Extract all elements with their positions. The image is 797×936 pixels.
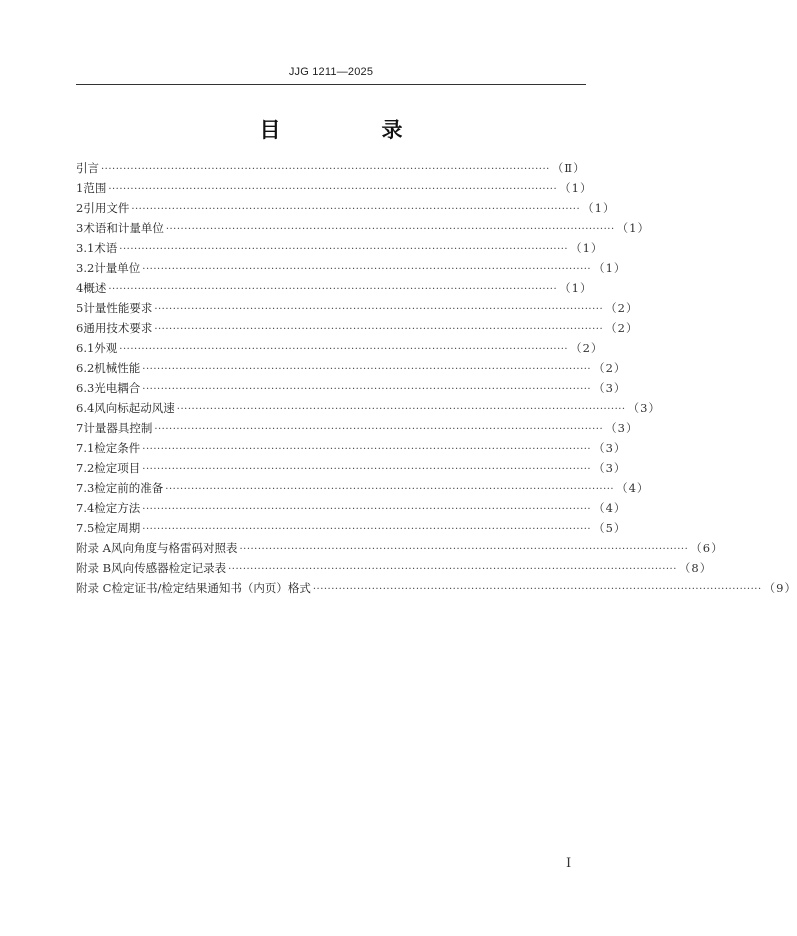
toc-entry-page: （1）: [570, 241, 604, 255]
toc-entry-page: （2）: [605, 321, 639, 335]
toc-entry-page: （2）: [593, 361, 627, 375]
toc-entry-7[interactable]: [76, 420, 639, 440]
toc-entry-title: 引用文件: [83, 201, 130, 215]
toc-leader-dots: ··························································································································: [154, 424, 604, 435]
toc-entry-page: （Ⅱ）: [551, 161, 586, 175]
toc-entry-2[interactable]: [76, 200, 616, 220]
toc-entry-title: 风向角度与格雷码对照表: [110, 541, 238, 555]
toc-leader-dots: ··························································································································: [119, 344, 569, 355]
toc-leader-dots: ··························································································································: [108, 284, 558, 295]
toc-entry-3-2[interactable]: [76, 260, 627, 280]
toc-leader-dots: ··························································································································: [101, 164, 550, 175]
toc-entry-title: 外观: [94, 341, 118, 355]
toc-entry-title: 检定证书/检定结果通知书（内页）格式: [111, 581, 311, 595]
toc-entry-6-4[interactable]: [76, 400, 661, 420]
toc-entry-number: 5: [76, 301, 84, 315]
toc-entry-page: （3）: [627, 401, 661, 415]
toc-entry-number: 附录 C: [76, 581, 112, 595]
toc-entry-7-2[interactable]: [76, 460, 627, 480]
toc-entry-6[interactable]: [76, 320, 639, 340]
toc-entry-number: 7.2: [76, 461, 95, 475]
toc-entry-number: 附录 A: [76, 541, 111, 555]
toc-entry-page: （3）: [593, 461, 627, 475]
toc-leader-dots: ··························································································································: [176, 404, 626, 415]
toc-entry-page: （1）: [593, 261, 627, 275]
toc-entry-number: 1: [76, 181, 84, 195]
toc-entry-page: （4）: [593, 501, 627, 515]
toc-entry-foreword[interactable]: [76, 160, 584, 180]
toc-entry-number: 7.4: [76, 501, 95, 515]
toc-entry-page: （3）: [593, 441, 627, 455]
toc-leader-dots: ··························································································································: [142, 524, 592, 535]
toc-entry-title: 引言: [76, 161, 99, 175]
toc-entry-3[interactable]: [76, 220, 650, 240]
document-code: JJG 1211—2025: [288, 66, 374, 78]
toc-entry-7-4[interactable]: [76, 500, 627, 520]
toc-entry-number: 6.1: [76, 341, 95, 355]
toc-entry-6-2[interactable]: [76, 360, 627, 380]
page-number: I: [566, 856, 572, 871]
toc-entry-appendix-c[interactable]: [76, 580, 797, 600]
toc-entry-number: 4: [76, 281, 84, 295]
toc-leader-dots: ··························································································································: [239, 544, 689, 555]
toc-entry-page: （1）: [559, 181, 593, 195]
toc-entry-number: 7: [76, 421, 84, 435]
toc-leader-dots: ··························································································································: [119, 244, 569, 255]
toc-entry-page: （9）: [763, 581, 797, 595]
toc-leader-dots: ··························································································································: [142, 364, 592, 375]
toc-entry-page: （3）: [593, 381, 627, 395]
toc-entry-appendix-a[interactable]: [76, 540, 724, 560]
toc-entry-page: （8）: [678, 561, 713, 575]
toc-entry-page: （5）: [593, 521, 627, 535]
toc-leader-dots: ··························································································································: [142, 444, 592, 455]
toc-entry-page: （4）: [616, 481, 650, 495]
toc-entry-7-5[interactable]: [76, 520, 627, 540]
toc-entry-number: 7.1: [76, 441, 95, 455]
toc-entry-page: （6）: [690, 541, 724, 555]
toc-entry-number: 附录 B: [76, 561, 112, 575]
toc-entry-appendix-b[interactable]: [76, 560, 713, 580]
toc-leader-dots: ··························································································································: [142, 264, 592, 275]
header-rule: [76, 84, 586, 85]
toc-entry-number: 3.1: [76, 241, 95, 255]
toc-entry-title: 范围: [83, 181, 107, 195]
toc-entry-page: （2）: [605, 301, 639, 315]
toc-leader-dots: ··························································································································: [154, 304, 604, 315]
toc-leader-dots: ··························································································································: [228, 564, 677, 575]
toc-entry-5[interactable]: [76, 300, 639, 320]
table-of-contents: [76, 160, 797, 600]
toc-entry-page: （1）: [559, 281, 593, 295]
toc-entry-title: 风向传感器检定记录表: [111, 561, 227, 575]
toc-entry-title: 风向标起动风速: [94, 401, 175, 415]
toc-leader-dots: ··························································································································: [142, 384, 592, 395]
toc-entry-title: 检定项目: [94, 461, 141, 475]
toc-entry-page: （1）: [616, 221, 650, 235]
toc-entry-title: 检定方法: [94, 501, 141, 515]
toc-entry-number: 6.2: [76, 361, 95, 375]
toc-entry-number: 6: [76, 321, 84, 335]
toc-entry-page: （3）: [605, 421, 639, 435]
toc-leader-dots: ··························································································································: [312, 584, 762, 595]
toc-entry-title: 术语和计量单位: [83, 221, 164, 235]
toc-entry-number: 2: [76, 201, 84, 215]
toc-entry-3-1[interactable]: [76, 240, 604, 260]
toc-entry-number: 7.5: [76, 521, 95, 535]
toc-entry-6-1[interactable]: [76, 340, 604, 360]
toc-entry-4[interactable]: [76, 280, 593, 300]
toc-entry-title: 计量单位: [94, 261, 141, 275]
toc-entry-title: 通用技术要求: [83, 321, 153, 335]
page-title: 目 录: [259, 117, 443, 142]
toc-leader-dots: ··························································································································: [165, 484, 615, 495]
toc-entry-number: 3.2: [76, 261, 95, 275]
toc-entry-title: 光电耦合: [94, 381, 141, 395]
toc-entry-6-3[interactable]: [76, 380, 627, 400]
toc-leader-dots: ··························································································································: [142, 504, 592, 515]
toc-leader-dots: ··························································································································: [108, 184, 558, 195]
toc-entry-page: （1）: [582, 201, 616, 215]
toc-entry-title: 检定条件: [94, 441, 141, 455]
toc-leader-dots: ··························································································································: [142, 464, 592, 475]
toc-entry-title: 机械性能: [94, 361, 141, 375]
toc-entry-title: 概述: [83, 281, 107, 295]
toc-leader-dots: ··························································································································: [165, 224, 615, 235]
toc-entry-7-1[interactable]: [76, 440, 627, 460]
toc-entry-title: 检定前的准备: [94, 481, 164, 495]
toc-entry-title: 检定周期: [94, 521, 141, 535]
toc-entry-1[interactable]: [76, 180, 593, 200]
toc-entry-7-3[interactable]: [76, 480, 650, 500]
toc-entry-page: （2）: [570, 341, 604, 355]
toc-entry-title: 术语: [94, 241, 118, 255]
toc-entry-title: 计量性能要求: [83, 301, 153, 315]
toc-leader-dots: ··························································································································: [154, 324, 604, 335]
toc-entry-number: 3: [76, 221, 84, 235]
toc-entry-title: 计量器具控制: [83, 421, 153, 435]
toc-entry-number: 6.4: [76, 401, 95, 415]
toc-leader-dots: ··························································································································: [131, 204, 581, 215]
toc-entry-number: 6.3: [76, 381, 95, 395]
toc-entry-number: 7.3: [76, 481, 95, 495]
